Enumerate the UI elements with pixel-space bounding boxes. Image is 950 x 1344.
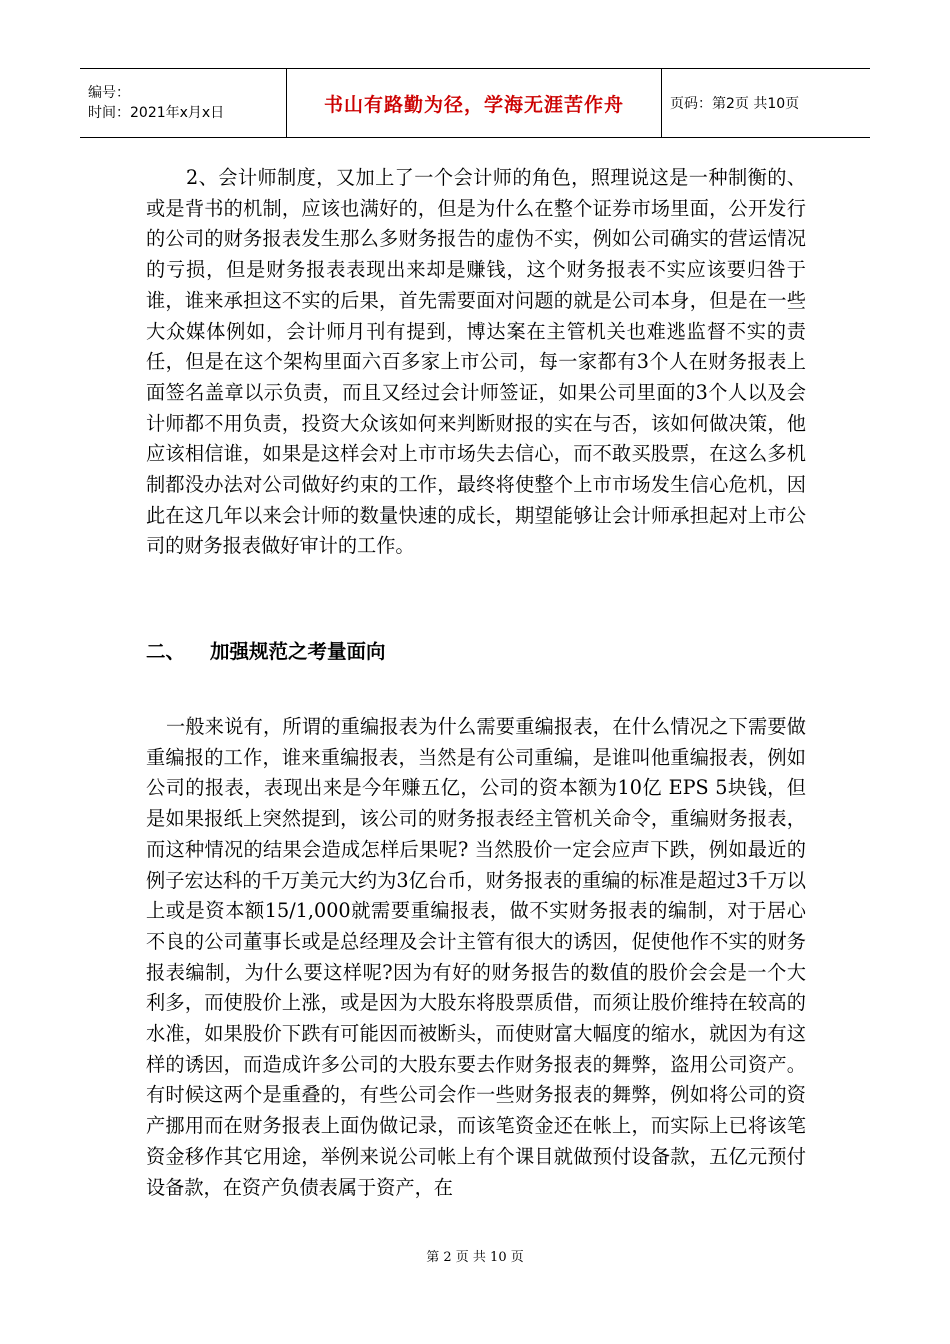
page-header [80,68,870,138]
header-page-info: 页码：第2页 共10页 [670,96,800,112]
header-meta [80,69,287,137]
document-date: 时间：2021年x月x日 [88,105,225,121]
body-paragraph-2: 一般来说有，所谓的重编报表为什么需要重编报表，在什么情况之下需要做重编报的工作，谁来重编报表，当然是有公司重编，是谁叫他重编报表，例如公司的报表，表现出来是今年赚五亿，公司的资本额为10亿 EPS 5块钱，但是如果报纸上突然提到，该公司的财务报表经主管机关命令，重编财务报表，而这种情况的结果会造成怎样后果呢? 当然股价一定会应声下跌，例如最近的例子宏达科的千万美元大约为3亿台币，财务报表的重编的标准是超过3千万以上或是资本额15/1,000就需要重编报表，做不实财务报表的编制，对于居心不良的公司董事长或是总经理及会计主管有很大的诱因，促使他作不实的财务报表编制，为什么要这样呢?因为有好的财务报告的数值的股价会会是一个大利多，而使股价上涨，或是因为大股东将股票质借，而须让股价维持在较高的水准，如果股价下跌有可能因而被断头，而使财富大幅度的缩水，就因为有这样的诱因，而造成许多公司的大股东要去作财务报表的舞弊，盗用公司资产。有时候这两个是重叠的，有些公司会作一些财务报表的舞弊，例如将公司的资产挪用而在财务报表上面伪做记录，而该笔资金还在帐上，而实际上已将该笔资金移作其它用途，举例来说公司帐上有个课目就做预付设备款，五亿元预付设备款，在资产负债表属于资产，在 [146,715,806,1199]
body-paragraph-1: 2、会计师制度，又加上了一个会计师的角色，照理说这是一种制衡的、或是背书的机制，应该也满好的，但是为什么在整个证券市场里面，公开发行的公司的财务报表发生那么多财务报告的虚伪不实，例如公司确实的营运情况的亏损，但是财务报表表现出来却是赚钱，这个财务报表不实应该要归咎于谁，谁来承担这不实的后果，首先需要面对问题的就是公司本身，但是在一些大众媒体例如，会计师月刊有提到，博达案在主管机关也难逃监督不实的责任，但是在这个架构里面六百多家上市公司，每一家都有3个人在财务报表上面签名盖章以示负责，而且又经过会计师签证，如果公司里面的3个人以及会计师都不用负责，投资大众该如何来判断财报的实在与否，该如何做决策，他应该相信谁，如果是这样会对上市市场失去信心，而不敢买股票，在这么多机制都没办法对公司做好约束的工作，最终将使整个上市市场发生信心危机，因此在这几年以来会计师的数量快速的成长，期望能够让会计师承担起对上市公司的财务报表做好审计的工作。 [146,166,806,558]
section-heading-text: 加强规范之考量面向 [210,640,386,663]
section-heading-number: 二、 [146,640,186,663]
header-motto: 书山有路勤为径，学海无涯苦作舟 [323,93,624,116]
page-footer: 第 2 页 共 10 页 [426,1250,524,1265]
header-motto-cell [287,69,662,137]
section-heading [146,636,386,664]
document-number-label: 编号： [88,85,130,101]
header-page-cell [662,69,799,137]
